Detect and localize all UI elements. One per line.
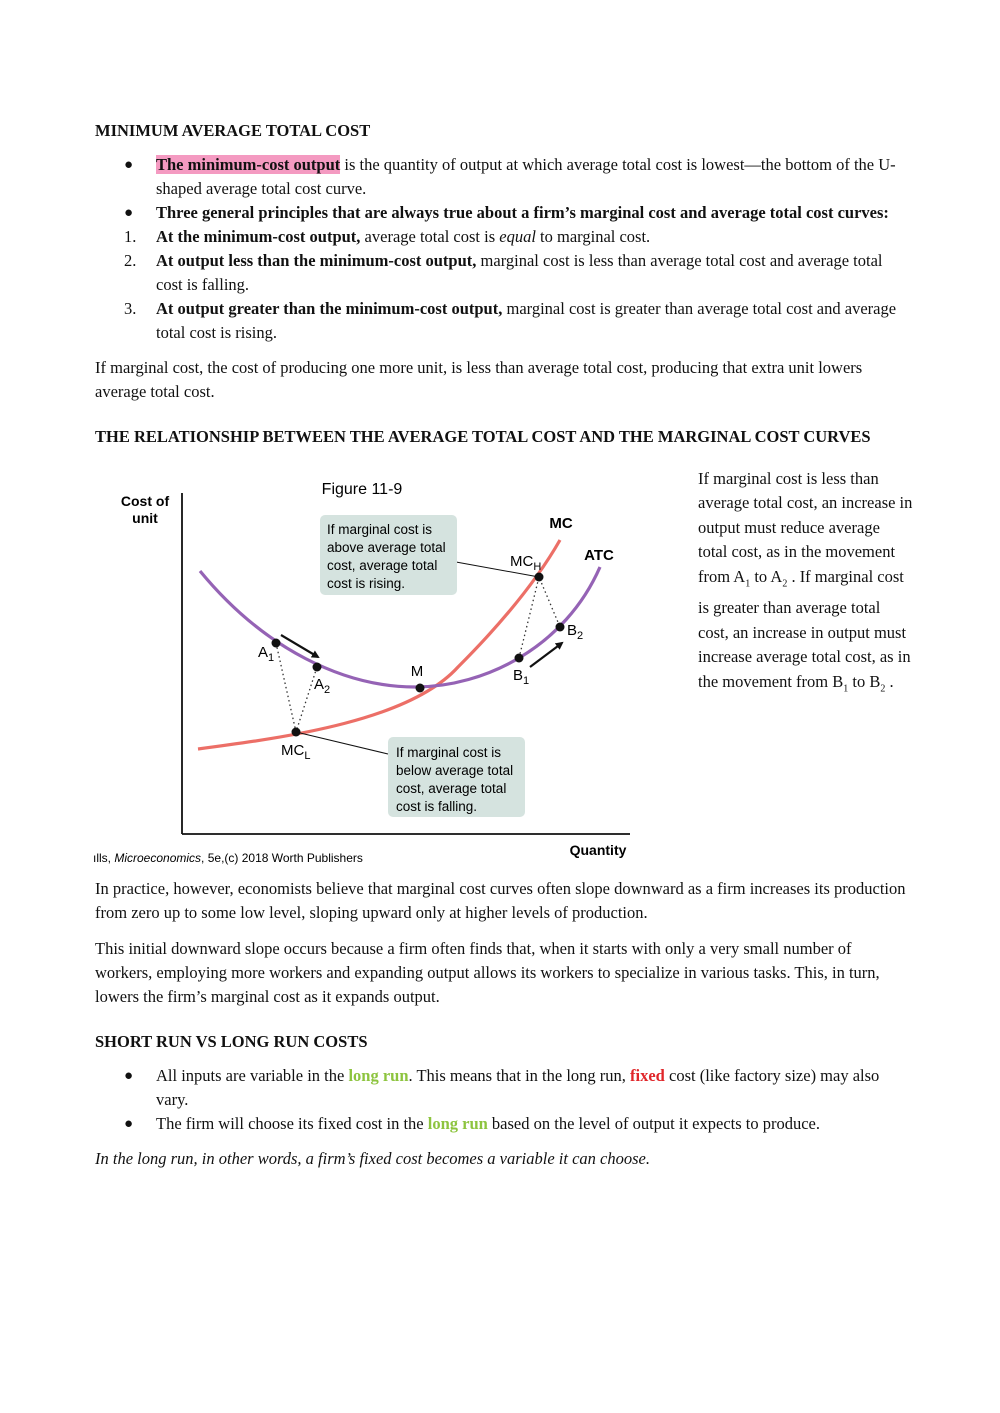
figure-side-text — [698, 467, 913, 701]
bullet-text: Three general principles that are always true about a firm’s marginal cost and average total cost curves: — [156, 203, 889, 222]
number-marker: 2. — [124, 251, 137, 270]
list-item — [95, 249, 907, 297]
figure-row — [93, 465, 913, 875]
side-text: to A — [750, 566, 783, 586]
document-page — [93, 118, 913, 1171]
side-text: . If marginal cost is greater than average total cost, an increase in output must increase average total cost, as in the movement from B — [698, 566, 911, 691]
red-term: fixed — [630, 1066, 665, 1085]
point-a1 — [272, 639, 281, 648]
mcl-label: $MC_L$ — [281, 742, 311, 762]
point-b2 — [556, 623, 565, 632]
green-term: long run — [348, 1066, 409, 1085]
bullet-list — [95, 153, 907, 225]
item-text: marginal cost is less than average total cost and average total cost is falling. — [156, 251, 883, 294]
item-text: average total cost is — [360, 227, 500, 246]
item-text: to marginal cost. — [535, 227, 651, 246]
mc-label: MC — [549, 515, 573, 532]
list-item — [95, 201, 907, 225]
callout-text-bottom: If marginal cost is below average total cost, average total cost is falling. — [396, 745, 514, 814]
green-term: long run — [427, 1114, 488, 1133]
bullet-marker: ● — [124, 1116, 134, 1132]
side-text: If marginal cost is less than average total cost, an increase in output must reduce average total cost, as in the movement from A — [698, 469, 913, 586]
b2-label: $B_2$ — [567, 622, 584, 642]
list-item — [95, 1064, 907, 1112]
figure-title: Figure 11-9 — [321, 481, 403, 498]
list-item — [95, 225, 907, 249]
paragraph: If marginal cost, the cost of producing one more unit, is less than average total cost, producing that extra unit lowers average total cost. — [95, 358, 863, 401]
bullet-list — [95, 1064, 907, 1136]
x-axis-label: Quantity — [569, 842, 627, 858]
bullet-marker: ● — [124, 157, 134, 173]
point-m — [416, 684, 425, 693]
bullet-text: is the quantity of output at which average total cost is lowest—the bottom of the U-shaped average total cost curve. — [156, 155, 896, 198]
side-text: to B — [848, 671, 881, 691]
item-text: marginal cost is greater than average total cost and average total cost is rising. — [156, 299, 897, 342]
bullet-marker: ● — [124, 1068, 134, 1084]
item-lead: At the minimum-cost output, — [156, 227, 361, 246]
b1-label: $B_1$ — [513, 667, 530, 687]
list-item — [95, 153, 907, 201]
a2-label: $A_2$ — [314, 676, 331, 696]
subscript: 2 — [880, 682, 886, 694]
bullet-marker: ● — [124, 205, 134, 221]
figure-11-9 — [90, 475, 635, 867]
callout-text-top: If marginal cost is above average total cost, average total cost is rising. — [327, 522, 446, 591]
dotted-line-a — [276, 643, 317, 732]
item-lead: At output less than the minimum-cost output, — [156, 251, 477, 270]
bullet-text: . This means that in the long run, — [408, 1066, 631, 1085]
closing-paragraph: In the long run, in other words, a firm’s fixed cost becomes a variable it can choose. — [95, 1149, 650, 1168]
bullet-text: The firm will choose its fixed cost in the — [156, 1114, 428, 1133]
y-axis-label: Cost of — [120, 493, 170, 509]
figure-credit: ılls, Microeconomics, 5e,(c) 2018 Worth Publishers — [93, 851, 363, 865]
list-item — [95, 1112, 907, 1136]
section-heading-minimum-atc: MINIMUM AVERAGE TOTAL COST — [95, 121, 371, 140]
numbered-list — [95, 225, 907, 345]
list-item — [95, 297, 907, 345]
atc-label: ATC — [584, 547, 614, 564]
section-heading-relationship: THE RELATIONSHIP BETWEEN THE AVERAGE TOTAL COST AND THE MARGINAL COST CURVES — [95, 427, 871, 446]
side-text: . — [885, 671, 894, 691]
y-axis-label: unit — [132, 510, 158, 526]
mch-label: $MC_H$ — [510, 553, 542, 573]
highlighted-term: The minimum-cost output — [156, 155, 341, 174]
a1-label: $A_1$ — [258, 644, 275, 664]
point-b1 — [515, 654, 524, 663]
bullet-text: All inputs are variable in the — [156, 1066, 349, 1085]
number-marker: 1. — [124, 227, 137, 246]
item-lead: At output greater than the minimum-cost output, — [156, 299, 503, 318]
item-emphasis: equal — [499, 227, 536, 246]
subscript: 1 — [843, 682, 849, 694]
subscript: 1 — [745, 577, 751, 589]
bullet-text: based on the level of output it expects to produce. — [487, 1114, 820, 1133]
number-marker: 3. — [124, 299, 137, 318]
m-label: M — [410, 663, 424, 680]
bullet-text: cost (like factory size) may also vary. — [156, 1066, 880, 1109]
subscript: 2 — [782, 577, 788, 589]
paragraph: This initial downward slope occurs because a firm often finds that, when it starts with only a very small number of workers, employing more workers and expanding output allows its workers to specialize in various tasks. This, in turn, lowers the firm’s marginal cost as it expands output. — [95, 939, 880, 1006]
paragraph: In practice, however, economists believe that marginal cost curves often slope downward as a firm increases its production from zero up to some low level, sloping upward only at higher levels of production. — [95, 879, 906, 922]
point-a2 — [313, 663, 322, 672]
section-heading-short-vs-long-run: SHORT RUN VS LONG RUN COSTS — [95, 1032, 368, 1051]
